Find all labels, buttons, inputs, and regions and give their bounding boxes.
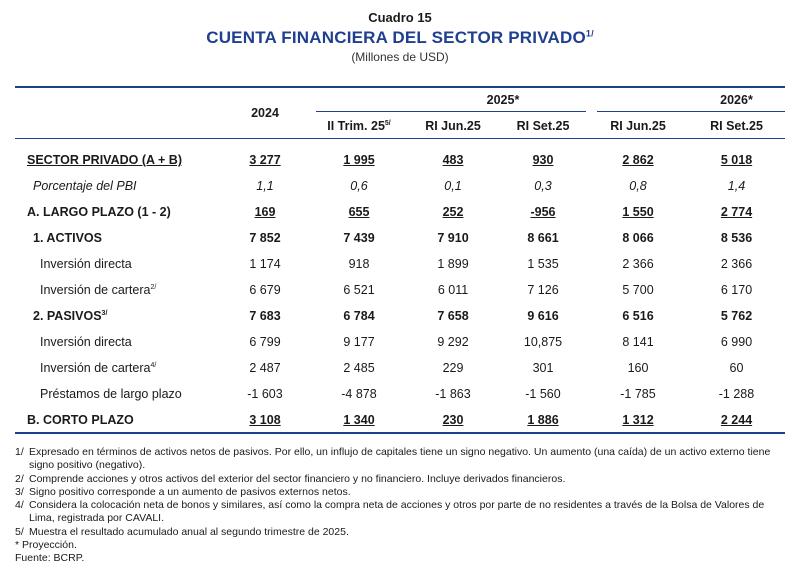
value-cell: 252 <box>442 205 464 219</box>
value-cell: 1 899 <box>437 257 469 271</box>
value-cell: 1,1 <box>256 179 274 193</box>
value-cell: 9 616 <box>527 309 559 323</box>
group-2026: 2026* <box>720 93 753 107</box>
value-cell: 5 700 <box>622 283 654 297</box>
col-ri-jun-2026: RI Jun.25 <box>610 119 666 133</box>
value-cell: 2 774 <box>720 205 753 219</box>
value-cell: 9 177 <box>343 335 375 349</box>
value-cell: 8 536 <box>720 231 753 245</box>
value-cell: 1 550 <box>622 205 654 219</box>
value-cell: 229 <box>442 361 464 375</box>
footnotes <box>15 446 790 566</box>
table-number: Cuadro 15 <box>368 10 432 25</box>
value-cell: 2 487 <box>249 361 281 375</box>
value-cell: 8 141 <box>622 335 654 349</box>
value-cell: 169 <box>254 205 276 219</box>
value-cell: 6 170 <box>720 283 753 297</box>
value-cell: 6 011 <box>437 283 469 297</box>
row-activos <box>15 225 785 251</box>
row-sector-privado <box>15 147 785 173</box>
value-cell: 1 312 <box>622 413 654 427</box>
value-cell: 2 366 <box>720 257 753 271</box>
value-cell: -1 288 <box>718 387 755 401</box>
value-cell: 1 886 <box>527 413 559 427</box>
value-cell: -1 560 <box>525 387 561 401</box>
value-cell: 918 <box>348 257 370 271</box>
row-porcentaje-pbi <box>15 173 785 199</box>
footnote: 5/ Muestra el resultado acumulado anual al segundo trimestre de 2025. <box>15 525 349 538</box>
value-cell: 230 <box>442 413 464 427</box>
row-prestamos-largo-plazo <box>15 381 785 407</box>
col-ii-trim: II Trim. $25^{5/}$ <box>327 119 391 133</box>
projection-note: * Proyección. <box>15 539 77 552</box>
value-cell: 2 485 <box>343 361 375 375</box>
value-cell: 6 516 <box>622 309 654 323</box>
row-label: A. LARGO PLAZO (1 - 2) <box>27 205 171 219</box>
value-cell: -1 603 <box>247 387 283 401</box>
value-cell: 1 535 <box>527 257 559 271</box>
value-cell: 3 108 <box>249 413 281 427</box>
value-cell: 8 661 <box>527 231 559 245</box>
value-cell: 301 <box>532 361 554 375</box>
value-cell: 10,875 <box>523 335 563 349</box>
value-cell: 7 852 <box>249 231 281 245</box>
value-cell: 0,6 <box>350 179 368 193</box>
source-note: Fuente: BCRP. <box>15 552 85 565</box>
value-cell: 6 521 <box>343 283 375 297</box>
value-cell: 7 439 <box>343 231 375 245</box>
row-pasivos-inversion-cartera <box>15 355 785 381</box>
value-cell: 1,4 <box>727 179 746 193</box>
col-2024: 2024 <box>251 106 279 120</box>
row-label: Porcentaje del PBI <box>33 179 137 193</box>
col-ri-set-2025: RI Set.25 <box>516 119 570 133</box>
table-title: CUENTA FINANCIERA DEL SECTOR $PRIVADO^{1/}$ <box>206 28 594 47</box>
row-label: Préstamos de largo plazo <box>40 387 182 401</box>
row-label: Inversión de cartera$^{4/}$ <box>40 361 157 375</box>
table-unit: (Millones de USD) <box>351 50 449 64</box>
value-cell: 655 <box>348 205 370 219</box>
row-pasivos <box>15 303 785 329</box>
row-label: Inversión de cartera$^{2/}$ <box>40 283 157 297</box>
row-label: Inversión directa <box>40 335 132 349</box>
value-cell: 930 <box>532 153 554 167</box>
header-row-columns <box>15 113 785 139</box>
col-ri-jun-2025: RI Jun.25 <box>425 119 481 133</box>
row-label: 1. ACTIVOS <box>33 231 102 245</box>
financial-account-table <box>15 87 785 433</box>
value-cell: 6 799 <box>249 335 281 349</box>
value-cell: 8 066 <box>622 231 654 245</box>
title-footnote-ref: 1/ <box>585 28 594 39</box>
row-activos-inversion-directa <box>15 251 785 277</box>
header-row-groups <box>15 87 785 113</box>
value-cell: 7 910 <box>437 231 469 245</box>
value-cell: 5 018 <box>720 153 753 167</box>
value-cell: 7 683 <box>249 309 281 323</box>
footnote: 1/ Expresado en términos de activos netos de pasivos. Por ello, un influjo de capitales tiene un signo negativo. Un aumento (una caída) de un activo externo tiene signo positivo (negativo). <box>15 446 771 472</box>
value-cell: 7 126 <box>527 283 559 297</box>
value-cell: 1 174 <box>249 257 281 271</box>
value-cell: 2 862 <box>622 153 654 167</box>
value-cell: 1 340 <box>343 413 375 427</box>
value-cell: 60 <box>729 361 744 375</box>
row-largo-plazo <box>15 199 785 225</box>
group-2025: 2025* <box>486 93 520 107</box>
footnote: 3/ Signo positivo corresponde a un aumento de pasivos externos netos. <box>15 485 351 498</box>
value-cell: 2 366 <box>622 257 654 271</box>
value-cell: 1 995 <box>343 153 375 167</box>
value-cell: 0,8 <box>629 179 647 193</box>
row-pasivos-inversion-directa <box>15 329 785 355</box>
row-corto-plazo <box>15 407 785 433</box>
value-cell: 2 244 <box>720 413 753 427</box>
footnote: 4/ Considera la colocación neta de bonos y similares, así como la compra neta de acciones y otros por parte de no residentes a través de la Bolsa de Valores de Lima, registrada por CAVALI. <box>15 499 765 525</box>
value-cell: -1 785 <box>620 387 656 401</box>
row-activos-inversion-cartera <box>15 277 785 303</box>
row-label: Inversión directa <box>40 257 132 271</box>
value-cell: 6 784 <box>343 309 375 323</box>
value-cell: 160 <box>627 361 649 375</box>
value-cell: 483 <box>442 153 464 167</box>
value-cell: 0,3 <box>534 179 552 193</box>
footnote: 2/ Comprende acciones y otros activos del exterior del sector financiero y no financiero. Incluye derivados financieros. <box>15 472 566 485</box>
value-cell: -956 <box>530 205 556 219</box>
value-cell: 5 762 <box>720 309 753 323</box>
value-cell: 7 658 <box>437 309 469 323</box>
value-cell: 0,1 <box>444 179 462 193</box>
value-cell: -4 878 <box>341 387 377 401</box>
row-label: 2. $PASIVOS^{3/}$ <box>33 309 108 323</box>
row-label: SECTOR PRIVADO (A + B) <box>27 153 182 167</box>
value-cell: -1 863 <box>435 387 471 401</box>
value-cell: 6 679 <box>249 283 281 297</box>
value-cell: 6 990 <box>720 335 753 349</box>
row-label: B. CORTO PLAZO <box>27 413 134 427</box>
value-cell: 9 292 <box>437 335 469 349</box>
value-cell: 3 277 <box>249 153 281 167</box>
col-ri-set-2026: RI Set.25 <box>710 119 763 133</box>
